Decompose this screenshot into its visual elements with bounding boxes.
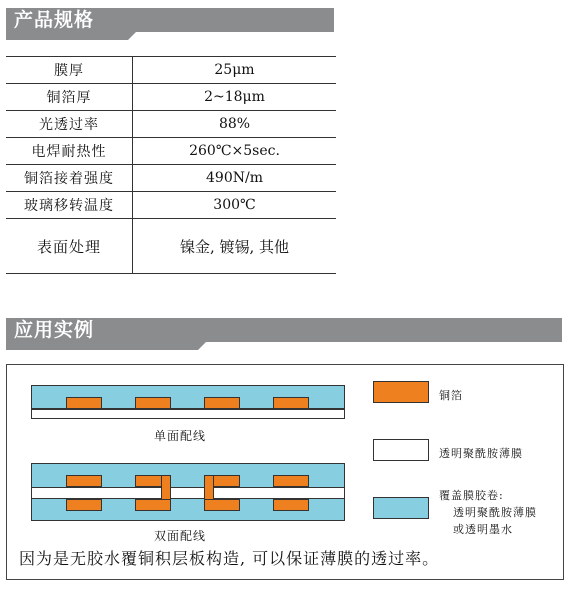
table-row [6,84,336,111]
single-copper-trace [204,397,240,409]
legend-cover-swatch [373,497,429,519]
double-copper-bottom [204,499,240,511]
table-row [6,219,336,274]
spec-name: 铜箔厚 [6,84,133,111]
double-copper-bottom [66,499,102,511]
spec-section-title: 产品规格 [14,9,95,31]
double-copper-top [273,475,309,487]
single-side-label: 单面配线 [154,429,207,443]
double-side-label: 双面配线 [154,529,207,543]
legend-cover-label-1: 覆盖膜胶卷: [439,489,504,502]
table-row [6,165,336,192]
single-copper-trace [273,397,309,409]
spec-value: 镍金, 镀锡, 其他 [133,219,337,274]
legend-cover-label-2: 透明聚酰胺薄膜 [453,506,537,519]
double-film-layer [31,487,345,499]
table-row [6,138,336,165]
double-copper-top [66,475,102,487]
app-header-notch [6,342,206,350]
legend-copper-label: 铜箔 [439,389,463,402]
legend-copper-swatch [373,381,429,403]
double-copper-bottom [273,499,309,511]
legend-film-swatch [373,439,429,461]
table-row [6,57,336,84]
table-row [6,111,336,138]
spec-section-header [6,8,334,32]
spec-name: 光透过率 [6,111,133,138]
spec-name: 电焊耐热性 [6,138,133,165]
double-copper-bottom [135,499,171,511]
single-copper-trace [135,397,171,409]
spec-value: 2~18μm [133,84,337,111]
spec-name: 表面处理 [6,219,133,274]
single-film-layer [31,409,345,419]
spec-value: 88% [133,111,337,138]
table-row [6,192,336,219]
app-section-header [6,318,562,342]
spec-name: 铜箔接着强度 [6,165,133,192]
spec-value: 260℃×5sec. [133,138,337,165]
single-copper-trace [66,397,102,409]
app-section-title: 应用实例 [14,319,95,341]
legend-cover-label-3: 或透明墨水 [453,523,513,536]
diagram-footnote: 因为是无胶水覆铜积层板构造, 可以保证薄膜的透过率。 [19,549,440,568]
spec-name: 膜厚 [6,57,133,84]
legend-film-label: 透明聚酰胺薄膜 [439,447,523,460]
spec-value: 490N/m [133,165,337,192]
spec-value: 300℃ [133,192,337,219]
spec-header-notch [6,32,136,40]
spec-value: 25μm [133,57,337,84]
application-diagram-panel [6,364,564,580]
spec-name: 玻璃移转温度 [6,192,133,219]
spec-table [6,56,336,274]
